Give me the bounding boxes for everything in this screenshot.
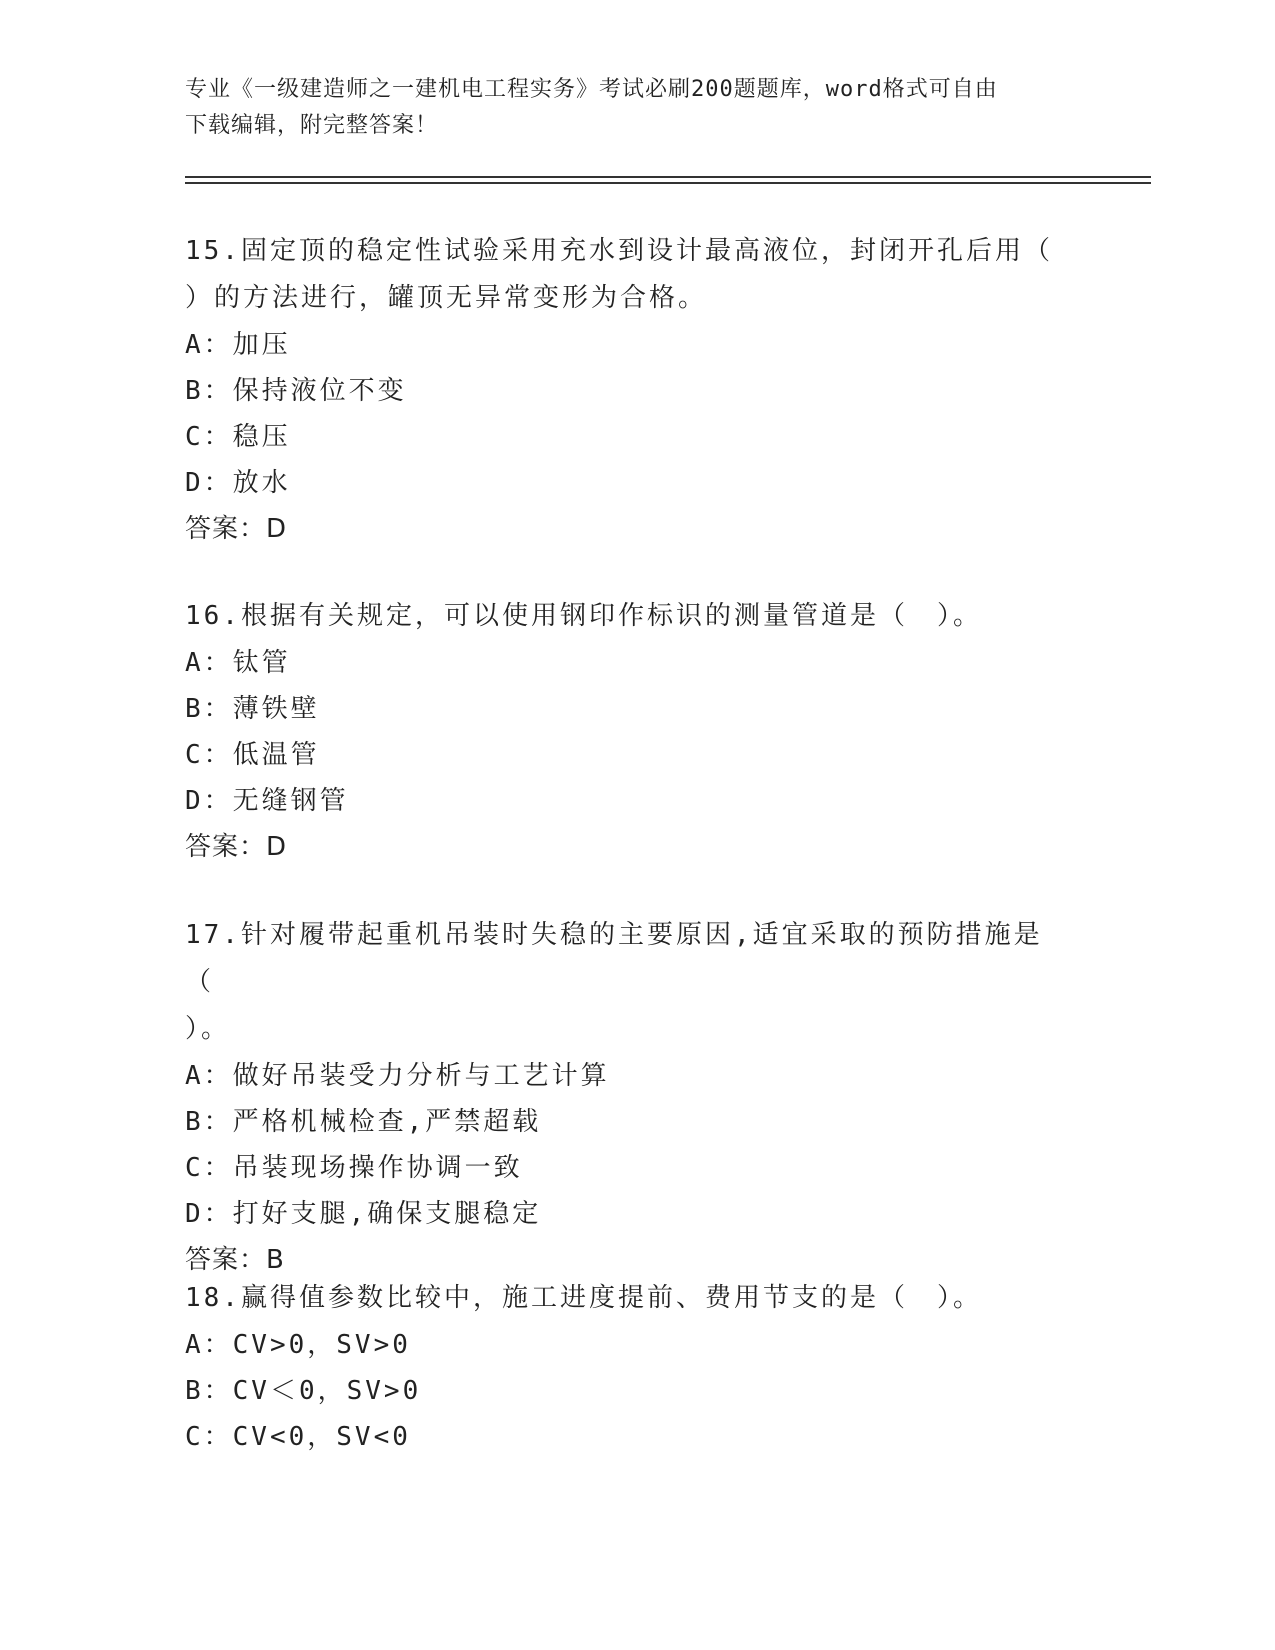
document-header	[185, 72, 1065, 144]
question-15	[185, 228, 1065, 552]
option-b: B：薄铁壁	[185, 694, 320, 724]
header-line-2: 下载编辑，附完整答案！	[185, 113, 439, 138]
question-stem	[185, 1275, 1065, 1322]
option-a: A：做好吊装受力分析与工艺计算	[185, 1061, 610, 1091]
option-b: B：严格机械检查,严禁超载	[185, 1107, 542, 1137]
question-stem-line: 15.固定顶的稳定性试验采用充水到设计最高液位，封闭开孔后用（	[185, 236, 1053, 266]
option-c: C：吊装现场操作协调一致	[185, 1153, 523, 1183]
option-b: B：CV＜0，SV>0	[185, 1376, 422, 1406]
question-stem-line: ）。	[185, 1014, 231, 1044]
option-d: D：打好支腿,确保支腿稳定	[185, 1199, 542, 1229]
option-a: A：钛管	[185, 648, 291, 678]
option-c: C：低温管	[185, 740, 320, 770]
option-c: C：稳压	[185, 422, 291, 452]
question-stem	[185, 228, 1065, 322]
header-divider-top	[185, 176, 1151, 178]
question-18	[185, 1275, 1065, 1460]
question-17	[185, 912, 1065, 1283]
option-b: B：保持液位不变	[185, 376, 407, 406]
option-d: D：放水	[185, 468, 291, 498]
option-a: A：CV>0，SV>0	[185, 1330, 411, 1360]
option-d: D：无缝钢管	[185, 786, 349, 816]
question-16	[185, 593, 1065, 870]
question-stem	[185, 593, 1065, 640]
question-stem-line: 17.针对履带起重机吊装时失稳的主要原因,适宜采取的预防措施是（	[185, 920, 1043, 997]
answer: 答案：D	[185, 514, 288, 544]
option-c: C：CV<0，SV<0	[185, 1422, 411, 1452]
header-line-1: 专业《一级建造师之一建机电工程实务》考试必刷200题题库，word格式可自由	[185, 77, 998, 102]
question-stem-line: 16.根据有关规定，可以使用钢印作标识的测量管道是（ ）。	[185, 601, 982, 631]
option-a: A：加压	[185, 330, 291, 360]
question-stem	[185, 912, 1065, 1053]
question-stem-line: ）的方法进行，罐顶无异常变形为合格。	[185, 283, 708, 313]
header-divider-bottom	[185, 182, 1151, 184]
answer: 答案：D	[185, 832, 288, 862]
answer: 答案：B	[185, 1245, 285, 1275]
question-stem-line: 18.赢得值参数比较中，施工进度提前、费用节支的是（ ）。	[185, 1283, 982, 1313]
